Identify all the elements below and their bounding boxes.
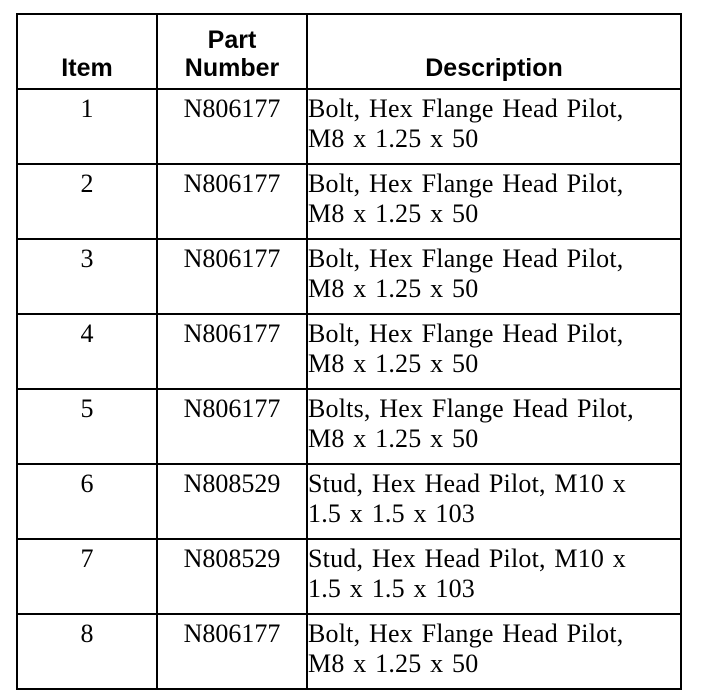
part-number-cell: N808529 (157, 464, 307, 539)
description-line1: Bolt, Hex Flange Head Pilot, (308, 244, 624, 273)
part-number-cell: N806177 (157, 314, 307, 389)
table-row (17, 239, 681, 314)
description-line1: Bolts, Hex Flange Head Pilot, (308, 394, 634, 423)
header-part-number-line2: Number (184, 54, 280, 82)
part-number-cell: N806177 (157, 239, 307, 314)
header-row (17, 14, 681, 89)
description-line2: M8 x 1.25 x 50 (308, 124, 479, 153)
table-row (17, 314, 681, 389)
description-line2: 1.5 x 1.5 x 103 (308, 574, 475, 603)
item-cell: 8 (17, 614, 157, 689)
item-cell: 3 (17, 239, 157, 314)
description-line2: M8 x 1.25 x 50 (308, 649, 479, 678)
part-number-cell: N806177 (157, 164, 307, 239)
description-line2: M8 x 1.25 x 50 (308, 424, 479, 453)
description-line2: 1.5 x 1.5 x 103 (308, 499, 475, 528)
table-row (17, 89, 681, 164)
part-number-cell: N808529 (157, 539, 307, 614)
parts-table (16, 13, 682, 690)
header-description-label: Description (425, 54, 563, 82)
item-cell: 7 (17, 539, 157, 614)
table-row (17, 539, 681, 614)
table-row (17, 164, 681, 239)
description-line1: Stud, Hex Head Pilot, M10 x (308, 544, 627, 573)
description-line1: Stud, Hex Head Pilot, M10 x (308, 469, 627, 498)
part-number-cell: N806177 (157, 389, 307, 464)
header-item-label: Item (61, 54, 113, 82)
description-line2: M8 x 1.25 x 50 (308, 199, 479, 228)
header-part-number (157, 14, 307, 89)
description-cell (307, 389, 681, 464)
item-cell: 6 (17, 464, 157, 539)
table-row (17, 389, 681, 464)
item-cell: 2 (17, 164, 157, 239)
description-cell (307, 539, 681, 614)
description-line2: M8 x 1.25 x 50 (308, 349, 479, 378)
header-description (307, 14, 681, 89)
item-cell: 1 (17, 89, 157, 164)
description-cell (307, 89, 681, 164)
part-number-cell: N806177 (157, 614, 307, 689)
description-cell (307, 314, 681, 389)
description-cell (307, 239, 681, 314)
description-line1: Bolt, Hex Flange Head Pilot, (308, 619, 624, 648)
description-cell (307, 614, 681, 689)
description-line1: Bolt, Hex Flange Head Pilot, (308, 94, 624, 123)
table-body (17, 89, 681, 689)
description-line1: Bolt, Hex Flange Head Pilot, (308, 319, 624, 348)
header-item (17, 14, 157, 89)
header-part-number-line1: Part (207, 26, 257, 54)
description-line1: Bolt, Hex Flange Head Pilot, (308, 169, 624, 198)
description-cell (307, 464, 681, 539)
description-line2: M8 x 1.25 x 50 (308, 274, 479, 303)
table-header (17, 14, 681, 89)
item-cell: 5 (17, 389, 157, 464)
table-row (17, 614, 681, 689)
part-number-cell: N806177 (157, 89, 307, 164)
table-row (17, 464, 681, 539)
description-cell (307, 164, 681, 239)
item-cell: 4 (17, 314, 157, 389)
